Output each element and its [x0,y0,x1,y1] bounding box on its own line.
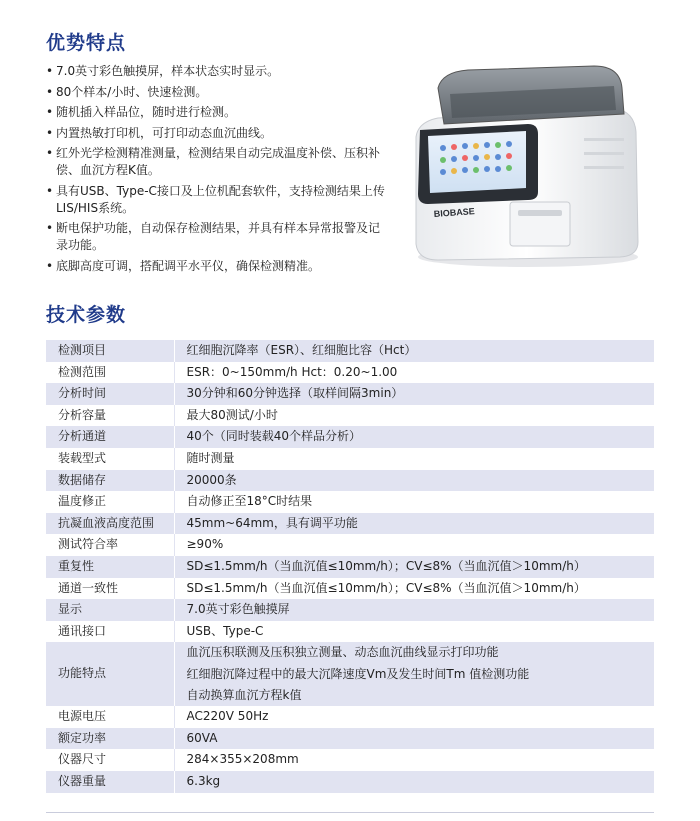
list-item: • 内置热敏打印机，可打印动态血沉曲线。 [46,125,273,140]
spec-key: 通讯接口 [46,621,174,643]
spec-key: 分析容量 [46,405,174,427]
spec-key: 温度修正 [46,491,174,513]
spec-value-line: 血沉压积联测及压积独立测量、动态血沉曲线显示打印功能 [186,645,499,660]
table-row [46,426,654,448]
spec-value: ≥90% [174,534,654,556]
spec-value: 自动修正至18°C时结果 [174,491,654,513]
table-row [46,448,654,470]
spec-value: 30分钟和60分钟选择（取样间隔3min） [174,383,654,405]
spec-key: 分析时间 [46,383,174,405]
table-row [46,383,654,405]
spec-key: 仪器重量 [46,771,174,793]
list-item: • 具有USB、Type-C接口及上位机配套软件，支持检测结果上传LIS/HIS系统。 [46,183,385,215]
table-row [46,556,654,578]
table-row [46,599,654,621]
bullet: • [46,64,54,78]
spec-key: 检测范围 [46,362,174,384]
table-row [46,491,654,513]
table-row [46,470,654,492]
spec-value: 45mm~64mm，具有调平功能 [174,513,654,535]
spec-value: 284×355×208mm [174,749,654,771]
bullet: • [46,125,54,140]
table-row [46,749,654,771]
table-row [46,362,654,384]
bullet: • [46,221,54,235]
spec-key: 显示 [46,599,174,621]
svg-text:BIOBASE: BIOBASE [433,206,476,219]
advantages-list [46,63,386,278]
spec-value: 最大80测试/小时 [174,405,654,427]
spec-value: SD≤1.5mm/h（当血沉值≤10mm/h）；CV≤8%（当血沉值＞10mm/h） [174,578,654,600]
bullet: • [46,84,54,99]
spec-key: 额定功率 [46,728,174,750]
spec-key: 数据储存 [46,470,174,492]
spec-value: 20000条 [174,470,654,492]
spec-key: 功能特点 [46,642,174,706]
spec-key: 重复性 [46,556,174,578]
spec-key: 分析通道 [46,426,174,448]
spec-value: 随时测量 [174,448,654,470]
table-row [46,771,654,793]
specs-table [46,340,654,793]
table-row [46,534,654,556]
spec-value: ESR：0~150mm/h Hct：0.20~1.00 [174,362,654,384]
spec-value: USB、Type-C [174,621,654,643]
divider [46,812,654,813]
spec-key: 电源电压 [46,706,174,728]
advantages-title: 优势特点 [46,32,127,54]
list-item: • 底脚高度可调，搭配调平水平仪，确保检测精准。 [46,258,321,273]
table-row [46,728,654,750]
table-row [46,706,654,728]
spec-value [174,642,654,706]
list-item: • 随机插入样品位，随时进行检测。 [46,105,237,119]
table-row [46,340,654,362]
table-row [46,405,654,427]
list-item: • 7.0英寸彩色触摸屏，样本状态实时显示。 [46,64,280,78]
spec-value: 7.0英寸彩色触摸屏 [174,599,654,621]
esr-analyzer-device-image [398,52,648,272]
spec-value: SD≤1.5mm/h（当血沉值≤10mm/h）；CV≤8%（当血沉值＞10mm/h） [174,556,654,578]
list-item: • 红外光学检测精准测量，检测结果自动完成温度补偿、压积补偿、血沉方程K值。 [46,146,381,177]
spec-value: 40个（同时装载40个样品分析） [174,426,654,448]
spec-value: 60VA [174,728,654,750]
spec-key: 检测项目 [46,340,174,362]
bullet: • [46,258,54,273]
list-item: • 80个样本/小时、快速检测。 [46,84,208,99]
spec-value: 红细胞沉降率（ESR）、红细胞比容（Hct） [174,340,654,362]
spec-key: 仪器尺寸 [46,749,174,771]
specs-title: 技术参数 [46,304,127,326]
bullet: • [46,105,54,119]
spec-value: 6.3kg [174,771,654,793]
table-row [46,621,654,643]
spec-key: 测试符合率 [46,534,174,556]
table-row [46,513,654,535]
spec-value-line: 红细胞沉降过程中的最大沉降速度Vm及发生时间Tm 值检测功能 [186,666,530,681]
spec-value: AC220V 50Hz [174,706,654,728]
spec-key: 通道一致性 [46,578,174,600]
bullet: • [46,146,54,160]
spec-key: 装载型式 [46,448,174,470]
bullet: • [46,183,54,198]
spec-key: 抗凝血液高度范围 [46,513,174,535]
spec-value-line: 自动换算血沉方程k值 [186,687,302,702]
table-row [46,642,654,706]
table-row [46,578,654,600]
list-item: • 断电保护功能，自动保存检测结果，并具有样本异常报警及记录功能。 [46,221,381,252]
